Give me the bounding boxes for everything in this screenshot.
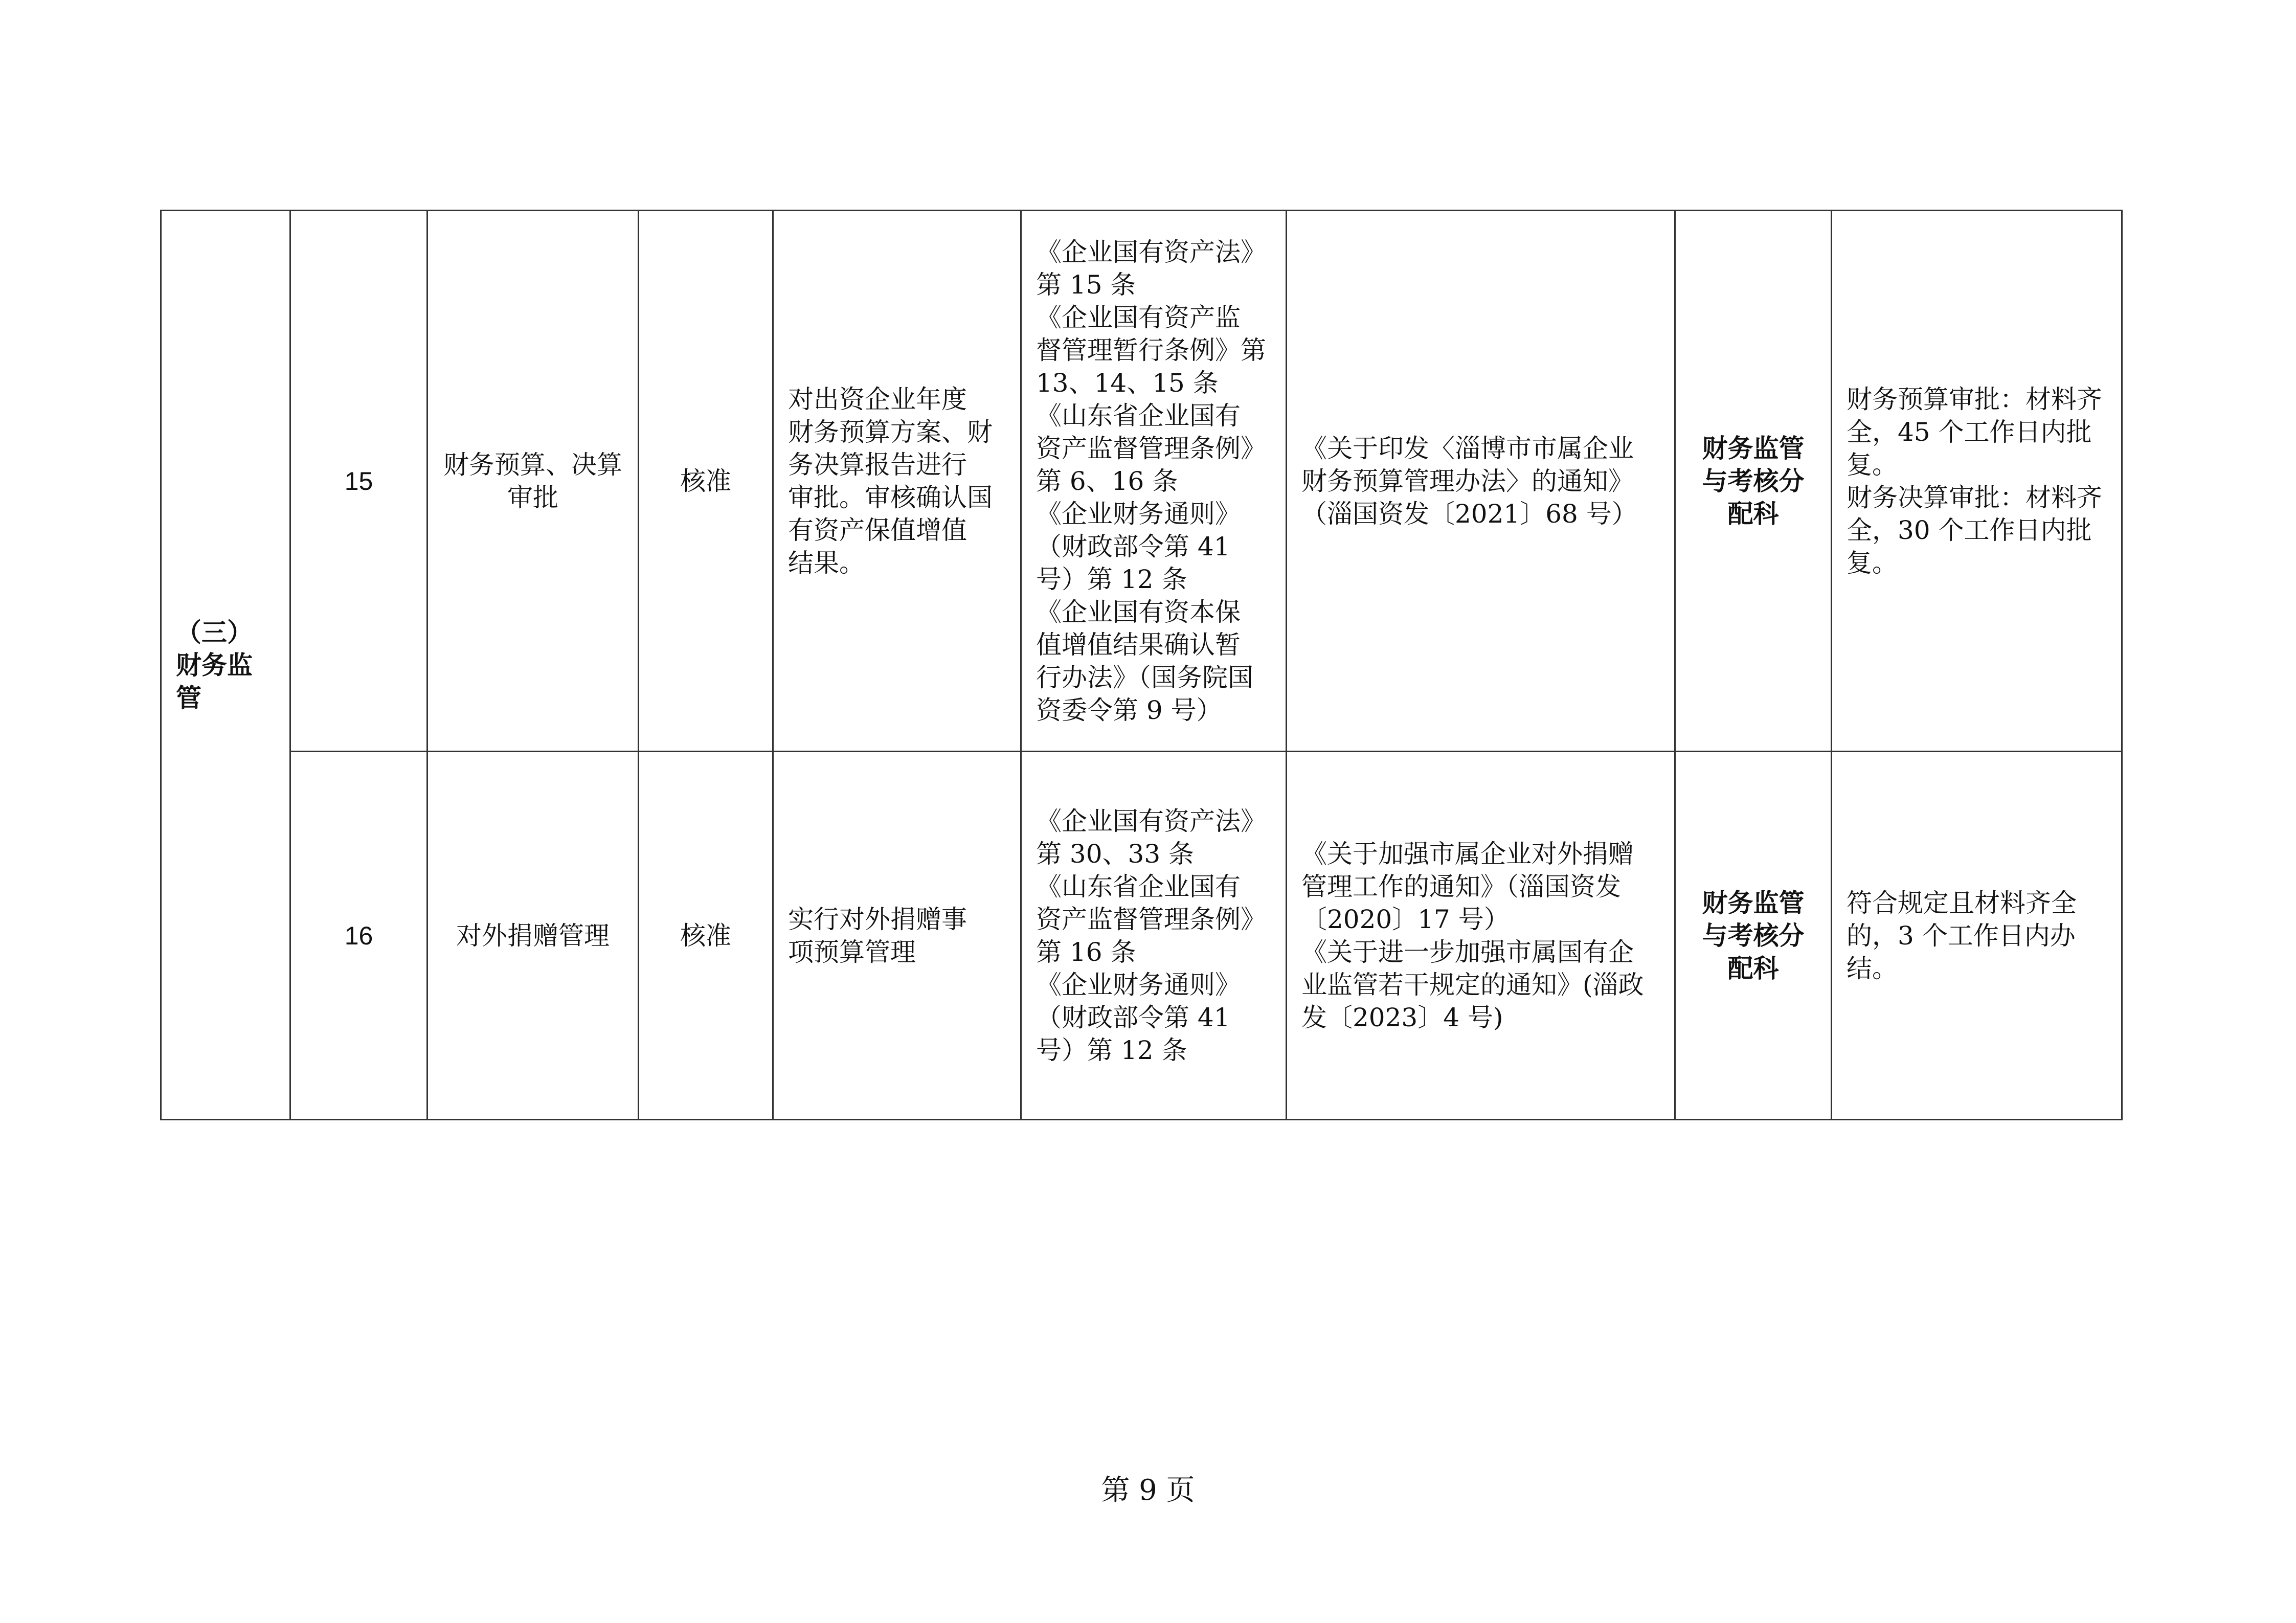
item-content: 务决算报告进行 bbox=[788, 449, 967, 480]
item-type: 核准 bbox=[639, 211, 773, 752]
legal-basis: 值增值结果确认暂 bbox=[1036, 629, 1241, 660]
legal-basis: 第 6、16 条 bbox=[1036, 466, 1178, 496]
legal-basis: 第 30、33 条 bbox=[1036, 839, 1195, 869]
legal-basis: 《企业财务通则》 bbox=[1036, 499, 1241, 529]
legal-basis: 《企业财务通则》 bbox=[1036, 970, 1241, 1000]
legal-basis: 第 15 条 bbox=[1036, 269, 1136, 300]
page-number: 第 9 页 bbox=[1101, 1474, 1195, 1507]
responsible-unit: 与考核分 bbox=[1702, 920, 1805, 951]
responsible-unit-cell bbox=[1675, 752, 1832, 1120]
policy-document: 管理工作的通知》（淄国资发 bbox=[1301, 871, 1621, 901]
policy-document: 《关于加强市属企业对外捐赠 bbox=[1301, 839, 1634, 869]
legal-basis: 资产监督管理条例》 bbox=[1036, 904, 1266, 934]
section-label: （三） bbox=[176, 617, 253, 647]
policy-document: 业监管若干规定的通知》(淄政 bbox=[1301, 970, 1644, 1000]
time-limit: 结。 bbox=[1847, 953, 1898, 983]
time-limit: 全，30 个工作日内批 bbox=[1847, 515, 2092, 545]
legal-basis: 行办法》（国务院国 bbox=[1036, 662, 1253, 692]
time-limit: 全，45 个工作日内批 bbox=[1847, 417, 2092, 447]
legal-basis: 《企业国有资产法》 bbox=[1036, 806, 1266, 836]
legal-basis: 督管理暂行条例》第 bbox=[1036, 335, 1266, 365]
item-name-cell bbox=[427, 211, 639, 752]
item-content: 审批。审核确认国 bbox=[788, 482, 993, 512]
item-content: 对出资企业年度 bbox=[788, 384, 967, 414]
item-content-cell bbox=[773, 211, 1021, 752]
legal-basis: 《企业国有资本保 bbox=[1036, 597, 1241, 627]
responsible-unit-cell bbox=[1675, 211, 1832, 752]
responsible-unit: 财务监管 bbox=[1702, 887, 1805, 918]
service-table bbox=[160, 210, 2123, 1120]
legal-basis-cell bbox=[1021, 752, 1287, 1120]
policy-document-cell bbox=[1287, 752, 1675, 1120]
item-name: 财务预算、决算 bbox=[443, 449, 622, 480]
section-label: 财务监 bbox=[176, 649, 253, 680]
responsible-unit: 与考核分 bbox=[1702, 465, 1805, 496]
item-content-cell bbox=[773, 752, 1021, 1120]
legal-basis: 《山东省企业国有 bbox=[1036, 400, 1241, 431]
policy-document: 《关于印发〈淄博市市属企业 bbox=[1301, 433, 1634, 463]
item-number: 15 bbox=[290, 211, 427, 752]
item-content: 结果。 bbox=[788, 548, 865, 578]
responsible-unit: 配科 bbox=[1727, 498, 1779, 529]
legal-basis-cell bbox=[1021, 211, 1287, 752]
item-type: 核准 bbox=[639, 752, 773, 1120]
item-name: 审批 bbox=[507, 482, 558, 512]
policy-document: 财务预算管理办法〉的通知》 bbox=[1301, 466, 1634, 496]
table-row bbox=[161, 752, 2122, 1120]
legal-basis: 号）第 12 条 bbox=[1036, 564, 1187, 594]
legal-basis: 号）第 12 条 bbox=[1036, 1035, 1187, 1065]
policy-document: 《关于进一步加强市属国有企 bbox=[1301, 937, 1634, 967]
legal-basis: 第 16 条 bbox=[1036, 937, 1136, 967]
legal-basis: （财政部令第 41 bbox=[1036, 531, 1230, 561]
time-limit-cell bbox=[1832, 752, 2122, 1120]
time-limit: 复。 bbox=[1847, 548, 1898, 578]
legal-basis: （财政部令第 41 bbox=[1036, 1002, 1230, 1032]
responsible-unit: 财务监管 bbox=[1702, 433, 1805, 463]
item-content: 项预算管理 bbox=[788, 937, 916, 967]
time-limit: 财务决算审批：材料齐 bbox=[1847, 482, 2102, 512]
legal-basis: 《山东省企业国有 bbox=[1036, 871, 1241, 901]
policy-document: 发〔2023〕4 号) bbox=[1301, 1002, 1503, 1032]
policy-document: （淄国资发〔2021〕68 号） bbox=[1301, 499, 1637, 529]
legal-basis: 资产监督管理条例》 bbox=[1036, 433, 1266, 463]
time-limit-cell bbox=[1832, 211, 2122, 752]
time-limit: 符合规定且材料齐全 bbox=[1847, 888, 2077, 918]
legal-basis: 《企业国有资产监 bbox=[1036, 302, 1241, 332]
responsible-unit: 配科 bbox=[1727, 953, 1779, 983]
legal-basis: 《企业国有资产法》 bbox=[1036, 237, 1266, 267]
table-row bbox=[161, 211, 2122, 752]
policy-document: 〔2020〕17 号） bbox=[1301, 904, 1510, 934]
legal-basis: 资委令第 9 号） bbox=[1036, 695, 1222, 725]
section-label-cell bbox=[161, 211, 290, 1120]
time-limit: 财务预算审批：材料齐 bbox=[1847, 384, 2102, 414]
section-label: 管 bbox=[176, 682, 201, 713]
policy-document-cell bbox=[1287, 211, 1675, 752]
item-number: 16 bbox=[290, 752, 427, 1120]
item-name-cell bbox=[427, 752, 639, 1120]
legal-basis: 13、14、15 条 bbox=[1036, 368, 1219, 398]
item-content: 有资产保值增值 bbox=[788, 515, 967, 545]
time-limit: 的，3 个工作日内办 bbox=[1847, 920, 2076, 951]
item-content: 财务预算方案、财 bbox=[788, 417, 993, 447]
item-name: 对外捐赠管理 bbox=[456, 920, 610, 951]
item-content: 实行对外捐赠事 bbox=[788, 904, 967, 934]
time-limit: 复。 bbox=[1847, 449, 1898, 480]
